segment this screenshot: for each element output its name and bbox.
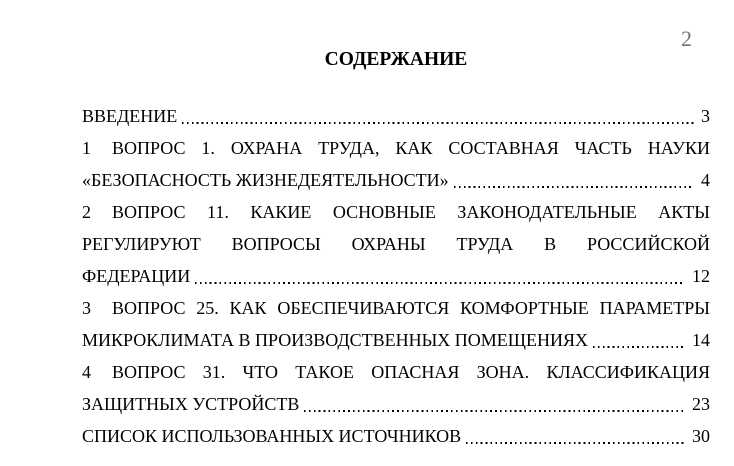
toc-entry-question31-line2[interactable] [82,388,710,420]
toc-entry-page: 3 [701,106,710,126]
toc-entry-text: ЗАЩИТНЫХ УСТРОЙСТВ [82,394,300,414]
dot-leader [454,186,694,188]
toc-entry-question11-line3[interactable] [82,260,710,292]
toc-entry-text: ВВЕДЕНИЕ [82,106,178,126]
dot-leader [304,410,685,412]
toc-entry-question11-line1[interactable] [82,196,710,228]
toc-entry-page: 23 [692,394,710,414]
toc-entry-number: 3 [82,298,91,318]
toc-entry-question25-line2[interactable] [82,324,710,356]
page-title: СОДЕРЖАНИЕ [324,49,468,70]
toc-entry-sources[interactable] [82,420,710,452]
toc-entry-question11-line2[interactable] [82,228,710,260]
toc-entry-text: ВОПРОС 11. КАКИЕ ОСНОВНЫЕ ЗАКОНОДАТЕЛЬНЫЕ АКТЫ [112,202,710,222]
toc-entry-text: ФЕДЕРАЦИИ [82,266,191,286]
toc-entry-text: РЕГУЛИРУЮТ ВОПРОСЫ ОХРАНЫ ТРУДА В РОССИЙСКОЙ [82,234,710,254]
toc-entry-text: СПИСОК ИСПОЛЬЗОВАННЫХ ИСТОЧНИКОВ [82,426,462,446]
toc-entry-question31-line1[interactable] [82,356,710,388]
toc-entry-question25-line1[interactable] [82,292,710,324]
toc-entry-question1-line1[interactable] [82,132,710,164]
dot-leader [466,442,685,444]
page-number: 2 [681,26,692,51]
dot-leader [593,346,685,348]
toc-entry-page: 4 [701,170,710,190]
dot-leader [195,282,685,284]
toc-entry-number: 2 [82,202,91,222]
dot-leader [182,122,694,124]
toc-entry-question1-line2[interactable] [82,164,710,196]
toc-entry-number: 1 [82,138,91,158]
toc-entry-text: ВОПРОС 1. ОХРАНА ТРУДА, КАК СОСТАВНАЯ ЧАСТЬ НАУКИ [112,138,710,158]
toc-entry-text: МИКРОКЛИМАТА В ПРОИЗВОДСТВЕННЫХ ПОМЕЩЕНИЯХ [82,330,588,350]
toc-entry-number: 4 [82,362,91,382]
toc-entry-text: ВОПРОС 31. ЧТО ТАКОЕ ОПАСНАЯ ЗОНА. КЛАССИФИКАЦИЯ [112,362,710,382]
table-of-contents [82,100,710,452]
toc-entry-page: 30 [692,426,710,446]
toc-entry-page: 12 [692,266,710,286]
toc-entry-page: 14 [692,330,710,350]
toc-entry-introduction[interactable] [82,100,710,132]
toc-entry-text: ВОПРОС 25. КАК ОБЕСПЕЧИВАЮТСЯ КОМФОРТНЫЕ ПАРАМЕТРЫ [112,298,710,318]
toc-entry-text: «БЕЗОПАСНОСТЬ ЖИЗНЕДЕЯТЕЛЬНОСТИ» [82,170,449,190]
